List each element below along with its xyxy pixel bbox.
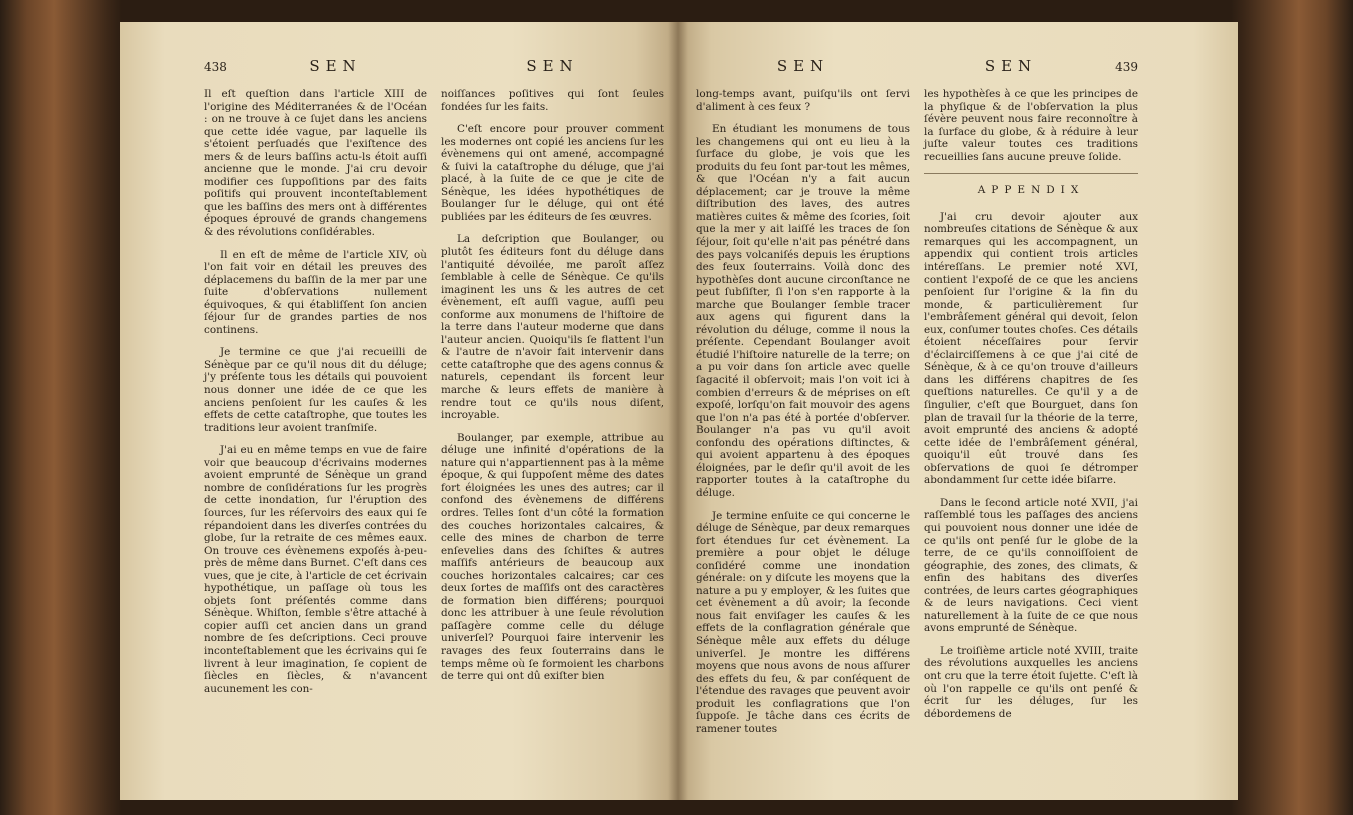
paragraph: Il en eſt de même de l'article XIV, où l'on fait voir en détail les preuves des déplacemens du baſſin de la mer par une ſuite d'obſervations nullement équivoques, & qui établiſſent ſon ancien ſéjour ſur de grandes parties de nos continens. [204,248,427,336]
paragraph: J'ai eu en même temps en vue de faire voir que beaucoup d'écrivains modernes avoient emprunté de Sénèque un grand nombre de conſidérations ſur les progrès de cette inondation, ſur l'éruption des ſources, ſur les réſervoirs des eaux qui ſe répandoient dans les diverſes contrées du globe, ſur la retraite de ces mêmes eaux. On trouve ces évènemens expoſés à-peu-près de même dans Burnet. C'eſt dans ces vues, que je cite, à l'article de cet écrivain hypothétique, un paſſage où tous les objets ſont préſentés comme dans Sénèque. Whiſton, ſemble s'être attaché à copier auſſi cet ancien dans un grand nombre de ſes deſcriptions. Ceci prouve inconteſtablement que les écrivains qui ſe livrent à leur imagination, ſe copient de ſiècles en ſiècles, & n'avancent aucunement les con- [204,444,428,695]
page-number: 439 [1115,60,1138,74]
paragraph: noiſſances poſitives qui ſont ſeules fondées ſur les faits. [441,88,664,113]
page-number: 438 [204,60,227,74]
paragraph: long-temps avant, puiſqu'ils ont ſervi d'aliment à ces feux ? [696,88,910,113]
divider [924,173,1138,174]
right-page-column-1 [696,57,910,800]
paragraph: Je termine enſuite ce qui concerne le déluge de Sénèque, par deux remarques fort étendues ſur cet évènement. La première a pour objet le déluge conſidéré comme une inondation générale: on y diſcute les moyens que la nature a pu y employer, & les ſuites que cet évènement a dû avoir; la ſeconde nous fait enviſager les cauſes & les effets de la conflagration générale que Sénèque mêle aux effets du déluge univerſel. Je montre les différens moyens que nous avons de nous aſſurer des effets du feu, & par conſéquent de l'étendue des ravages que peuvent avoir produit les conflagrations que l'on ſuppoſe. Je tâche dans ces écrits de ramener toutes [696,509,910,735]
book-gutter [668,22,688,800]
running-head: SEN [776,57,830,75]
right-page [678,22,1238,800]
paragraph: En étudiant les monumens de tous les changemens qui ont eu lieu à la ſurface du globe, je vois que les produits du feu ſont par-tout les mêmes, & que l'Océan n'y a fait aucun déplacement; car je trouve la même diſtribution des laves, des autres matières cuites & même des ſcories, ſoit que la mer y ait laiſſé les traces de ſon ſéjour, ſoit qu'elle n'ait pas pénétré dans des pays volcaniſés depuis les éruptions des feux ſouterrains. Voilà donc des hypothèſes dont aucune circonſtance ne peut ſubſiſter, ſi l'on s'en rapporte à la marche que Boulanger ſemble tracer aux agens qui figurent dans la révolution du déluge, comme il nous la préſente. Cependant Boulanger avoit étudié l'hiſtoire naturelle de la terre; on a pu voir dans ſon article avec quelle ſagacité il obſervoit; mais l'on voit ici à combien d'erreurs & de méprises on eſt expoſé, lorſqu'on fait mouvoir des agens que l'on n'a pas été à portée d'obſerver. Boulanger n'a pas vu qu'il avoit confondu des opérations diſtinctes, & qui avoient appartenu à des époques éloignées, par le deſir qu'il avoit de les rapporter toutes à la cataſtrophe du déluge. [696,123,910,499]
left-page [120,22,680,800]
paragraph: La deſcription que Boulanger, ou plutôt ſes éditeurs font du déluge dans l'antiquité dévoilée, me paroît aſſez ſemblable à celle de Sénèque. Ce qu'ils imaginent les uns & les autres de cet évènement, eſt auſſi vague, auſſi peu conforme aux monumens de l'hiſtoire de la terre dans l'auteur moderne que dans l'auteur ancien. Quoiqu'ils ſe flattent l'un & l'autre de n'avoir fait intervenir dans cette cataſtrophe que des agens connus & naturels, cependant ils forcent leur marche & leurs effets de manière à rendre tout ce qu'ils nous diſent, incroyable. [441,233,664,422]
paragraph: Boulanger, par exemple, attribue au déluge une infinité d'opérations de la nature qui n'appartiennent pas à la même époque, & qui ſuppoſent même des dates fort éloignées les unes des autres; car il confond des évènemens de différens ordres. Telles ſont d'un côté la formation des couches horizontales calcaires, & celle des mines de charbon de terre enſevelies dans des ſchiſtes & autres maſſifs antérieurs de beaucoup aux couches horizontales calcaires; car ces deux ſortes de maſſifs ont des caractères de formation bien différens; pourquoi donc les attribuer à une ſeule révolution paſſagère comme celle du déluge univerſel? Pourquoi faire intervenir les ravages des feux ſouterrains dans le temps même où ſe formoient les charbons de terre qui ont dû exiſter bien [441,431,664,683]
paragraph: Il eſt queſtion dans l'article XIII de l'origine des Méditerranées & de l'Océan : on ne trouve à ce ſujet dans les anciens que cette idée vague, par laquelle ils s'étoient perſuadés que l'exiſtence des mers & de leurs baſſins actu-ls étoit auſſi ancienne que le monde. J'ai cru devoir modifier ces ſuppoſitions par des faits poſitifs qui prouvent inconteſtablement que les baſſins des mers ont à différentes époques éprouvé de grands changemens & des révolutions conſidérables. [204,88,427,239]
appendix-heading: APPENDIX [977,184,1085,197]
paragraph: les hypothèſes à ce que les principes de la phyſique & de l'obſervation la plus ſévère peuvent nous faire reconnoître à la ſurface du globe, & à réduire à leur juſte valeur toutes ces traditions recueillies ſans aucune preuve ſolide. [924,88,1138,163]
paragraph: C'eſt encore pour prouver comment les modernes ont copié les anciens ſur les évènemens qui ont amené, accompagné & ſuivi la cataſtrophe du déluge, que j'ai placé, à la ſuite de ce que je cite de Sénèque, les idées hypothétiques de Boulanger ſur le déluge, qui ont été publiées par les éditeurs de ſes œuvres. [441,123,664,223]
running-head: SEN [309,57,362,75]
running-head: SEN [526,57,579,75]
right-page-column-2 [924,57,1138,800]
paragraph: Le troiſième article noté XVIII, traite des révolutions auxquelles les anciens ont cru que la terre étoit ſujette. C'eſt là où l'on rappelle ce qu'ils ont penſé & écrit ſur les déluges, ſur les débordemens de [924,644,1138,720]
paragraph: Je termine ce que j'ai recueilli de Sénèque par ce qu'il nous dit du déluge; j'y préſente tous les détails qui pouvoient nous donner une idée de ce que les anciens penſoient ſur les cauſes & les effets de cette cataſtrophe, que toutes les traditions leur avoient tranſmiſe. [204,346,427,434]
running-head: SEN [984,57,1038,75]
paragraph: Dans le ſecond article noté XVII, j'ai raſſemblé tous les paſſages des anciens qui pouvoient nous donner une idée de ce qu'ils ont penſé ſur le globe de la terre, de ce qu'ils connoiſſoient de géographie, des zones, des climats, & enfin des habitans des diverſes contrées, de leurs cartes géographiques & de leurs navigations. Ceci vient naturellement à la ſuite de ce que nous avons emprunté de Sénèque. [924,496,1138,635]
left-page-column-1 [204,57,428,800]
paragraph: J'ai cru devoir ajouter aux nombreuſes citations de Sénèque & aux remarques qui les accompagnent, un appendix qui contient trois articles intéreſſans. Le premier noté XVI, contient l'expoſé de ce que les anciens penſoient ſur l'origine & la fin du monde, & particulièrement ſur l'embrâſement général qui devoit, ſelon eux, conſumer toutes choſes. Ces détails étoient néceſſaires pour ſervir d'éclairciſſemens à ce que j'ai cité de Sénèque, & à ce qu'on trouve d'ailleurs dans les différens chapitres de ſes queſtions naturelles. Ce qu'il y a de ſingulier, c'eſt que Bourguet, dans ſon plan de travail ſur la théorie de la terre, avoit emprunté des anciens & adopté cette idée de l'embrâſement général, quoiqu'il eût trouvé dans ſes obſervations de quoi ſe détromper abondamment ſur cette idée biſarre. [924,210,1138,487]
left-page-column-2 [441,57,664,800]
